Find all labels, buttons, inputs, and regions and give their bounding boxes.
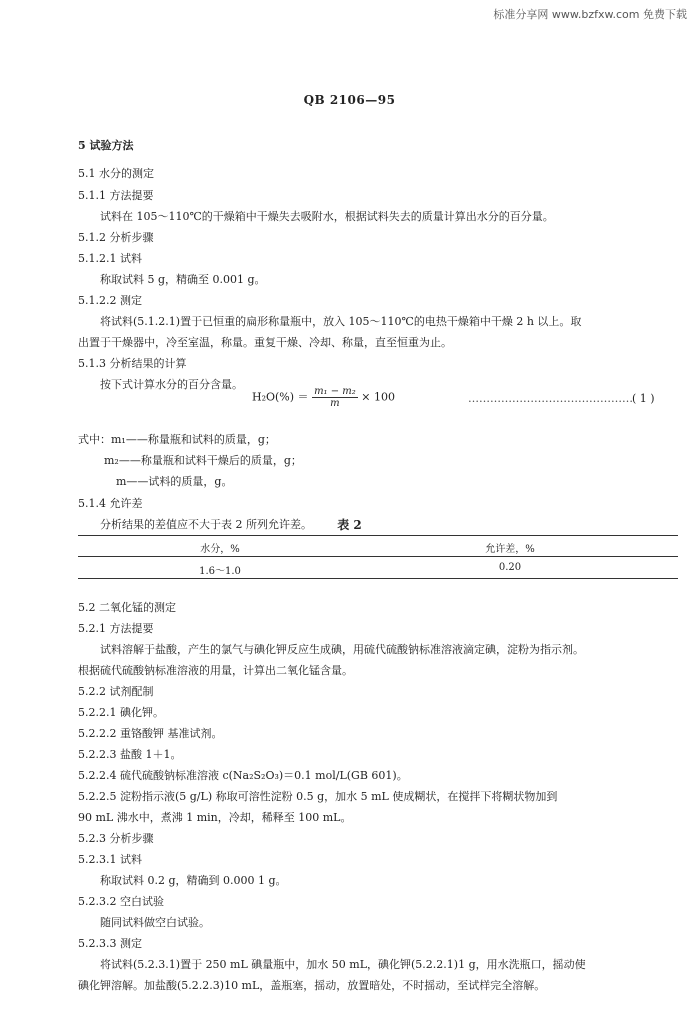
- text-line: 5.2.2.5 淀粉指示液(5 g/L) 称取可溶性淀粉 0.5 g，加水 5 mL 使成糊状，在搅拌下将糊状物加到: [78, 790, 558, 803]
- text-line: 式中：m₁——称量瓶和试料的质量，g；: [78, 433, 276, 446]
- text-line: 5.1.2 分析步骤: [78, 231, 154, 244]
- text-line: 试料溶解于盐酸，产生的氯气与碘化钾反应生成碘，用硫代硫酸钠标准溶液滴定碘，淀粉为指示剂。: [100, 643, 584, 656]
- table-cell-tolerance: 0.20: [498, 562, 522, 573]
- table-top-rule: [78, 535, 678, 536]
- table-cell-moisture: 1.6～1.0: [199, 566, 241, 577]
- equation-number: ( 1 ): [632, 392, 655, 405]
- section-heading: 5 试验方法: [78, 139, 134, 152]
- table-bottom-rule: [78, 578, 678, 579]
- table-caption: 表 2: [337, 518, 362, 532]
- text-line: 5.2.3.3 测定: [78, 937, 142, 950]
- formula: [252, 386, 395, 409]
- text-line: 称取试料 5 g，精确至 0.001 g。: [100, 273, 266, 286]
- text-line: 5.1.2.2 测定: [78, 294, 142, 307]
- text-line: 5.1 水分的测定: [78, 167, 154, 180]
- text-line: 分析结果的差值应不大于表 2 所列允许差。: [100, 518, 312, 531]
- text-line: 90 mL 沸水中，煮沸 1 min，冷却，稀释至 100 mL。: [78, 811, 352, 824]
- table-header-moisture: 水分，%: [200, 544, 240, 555]
- watermark: 标准分享网 www.bzfxw.com 免费下载: [493, 8, 687, 21]
- formula-numerator: m₁ − m₂: [314, 386, 356, 397]
- text-line: 5.1.4 允许差: [78, 497, 143, 510]
- text-line: 5.2 二氧化锰的测定: [78, 601, 176, 614]
- text-line: 出置于干燥器中，冷至室温，称量。重复干燥、冷却、称量，直至恒重为止。: [78, 336, 452, 349]
- page-header: QB 2106—95: [303, 93, 396, 107]
- text-line: 随同试料做空白试验。: [100, 916, 210, 929]
- text-line: 5.1.3 分析结果的计算: [78, 357, 187, 370]
- text-line: 5.2.2.1 碘化钾。: [78, 706, 164, 719]
- formula-leader: ………………………………………: [468, 392, 633, 405]
- text-line: 将试料(5.2.3.1)置于 250 mL 碘量瓶中，加水 50 mL，碘化钾(5.2.2.1)1 g，用水洗瓶口，摇动使: [100, 958, 586, 971]
- text-line: m——试料的质量，g。: [116, 475, 233, 488]
- table-header-tolerance: 允许差，%: [485, 544, 535, 555]
- text-line: 5.2.3.2 空白试验: [78, 895, 164, 908]
- table-header-rule: [78, 556, 678, 557]
- text-line: 将试料(5.1.2.1)置于已恒重的扁形称量瓶中，放入 105～110℃的电热干燥箱中干燥 2 h 以上。取: [100, 315, 582, 328]
- text-line: 5.2.3.1 试料: [78, 853, 142, 866]
- text-line: 5.2.2.4 硫代硫酸钠标准溶液 c(Na₂S₂O₃)＝0.1 mol/L(GB 601)。: [78, 769, 408, 782]
- text-line: 试料在 105～110℃的干燥箱中干燥失去吸附水，根据试料失去的质量计算出水分的百分量。: [100, 210, 554, 223]
- text-line: 按下式计算水分的百分含量。: [100, 378, 243, 391]
- formula-rhs: × 100: [361, 390, 395, 404]
- text-line: 5.2.1 方法提要: [78, 622, 154, 635]
- formula-lhs: H₂O(%) ＝: [252, 390, 309, 404]
- text-line: 5.2.2 试剂配制: [78, 685, 154, 698]
- text-line: 5.2.2.2 重铬酸钾 基准试剂。: [78, 727, 223, 740]
- text-line: 碘化钾溶解。加盐酸(5.2.2.3)10 mL，盖瓶塞，摇动，放置暗处，不时摇动，至试样完全溶解。: [78, 979, 546, 992]
- formula-denominator: m: [330, 398, 340, 409]
- text-line: m₂——称量瓶和试料干燥后的质量，g；: [104, 454, 302, 467]
- text-line: 5.2.2.3 盐酸 1＋1。: [78, 748, 182, 761]
- text-line: 5.2.3 分析步骤: [78, 832, 154, 845]
- formula-fraction: [312, 386, 358, 409]
- text-line: 称取试料 0.2 g，精确到 0.000 1 g。: [100, 874, 287, 887]
- text-line: 5.1.1 方法提要: [78, 189, 154, 202]
- text-line: 根据硫代硫酸钠标准溶液的用量，计算出二氧化锰含量。: [78, 664, 353, 677]
- text-line: 5.1.2.1 试料: [78, 252, 142, 265]
